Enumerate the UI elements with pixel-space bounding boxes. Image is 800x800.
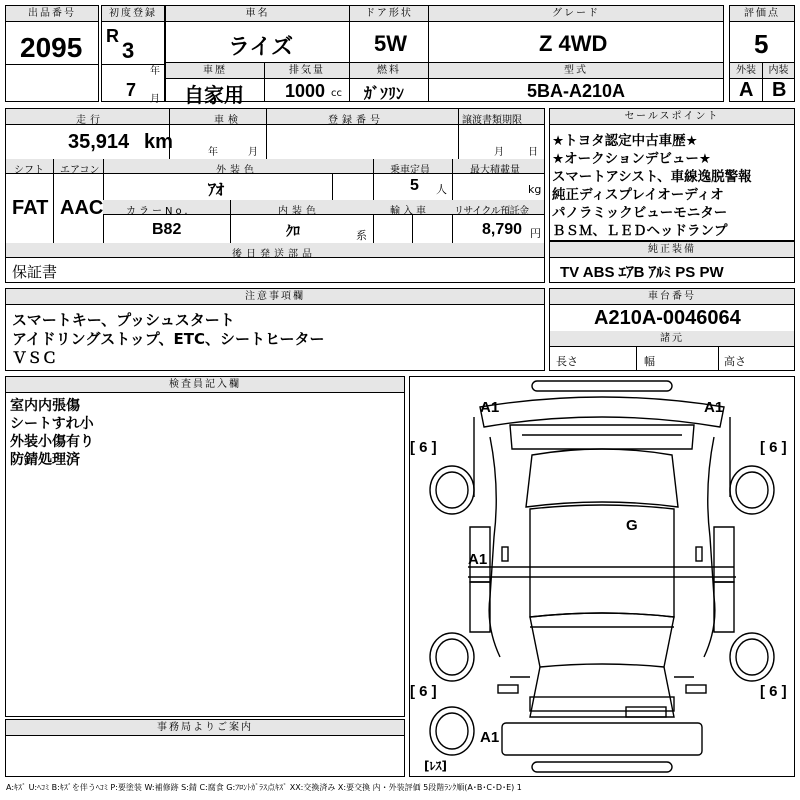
equipment-items: TV ABS ｴｱB ｱﾙﾐ PS PW xyxy=(560,264,724,281)
damage-6-front-left: [ 6 ] xyxy=(410,439,437,456)
sales-line: ★オークションデビュー★ xyxy=(552,151,711,167)
car-name-box xyxy=(165,5,350,63)
displacement-label: 排気量 xyxy=(265,63,349,79)
intcolor: ｸﾛ xyxy=(286,223,300,239)
inspection-month-unit: 月 xyxy=(248,147,258,158)
length-label: 長さ xyxy=(556,355,578,368)
interior-grade: B xyxy=(772,79,787,101)
score-label: 評価点 xyxy=(730,6,794,22)
maxload-label: 最大積載量 xyxy=(470,165,520,176)
sales-line: パノラミックビューモニター xyxy=(552,205,728,221)
office-box xyxy=(5,719,405,777)
color: ｱｵ xyxy=(208,182,225,199)
damage-a1-rear: A1 xyxy=(480,729,500,746)
inspector-label: 検査員記入欄 xyxy=(6,377,404,393)
model: 5BA-A210A xyxy=(527,81,626,101)
sales-line: 純正ディスプレイオーディオ xyxy=(552,187,724,203)
ac-label: エアコン xyxy=(60,165,100,176)
grille xyxy=(510,425,694,449)
inspection-year-unit: 年 xyxy=(208,147,218,158)
shift: FAT xyxy=(12,197,49,219)
maxload-unit: kg xyxy=(528,183,542,196)
colorno: B82 xyxy=(152,221,182,238)
displacement: 1000 xyxy=(285,81,326,101)
lot-number: 2095 xyxy=(20,32,83,63)
equipment-label: 純正装備 xyxy=(550,242,794,258)
equipment-box xyxy=(549,241,795,283)
capacity-unit: 人 xyxy=(436,183,447,196)
colorno-label: カラーNo. xyxy=(126,206,191,217)
sales-point-label: セールスポイント xyxy=(550,109,794,125)
model-label: 型式 xyxy=(429,63,723,79)
capacity-label: 乗車定員 xyxy=(390,165,430,176)
notes-line: ＶＳＣ xyxy=(12,349,58,367)
exterior-label: 外装 xyxy=(730,63,762,79)
exterior-box xyxy=(729,62,763,102)
grade: Z 4WD xyxy=(539,31,608,56)
lot-number-label: 出品番号 xyxy=(6,6,98,22)
damage-a1-side: A1 xyxy=(468,551,488,568)
grade-box xyxy=(428,5,724,63)
door-label: ドア形状 xyxy=(350,6,428,22)
mileage: 35,914 xyxy=(68,131,130,153)
office-label: 事務局よりご案内 xyxy=(6,720,404,736)
rear-panel xyxy=(502,723,702,755)
year-unit: 年 xyxy=(150,66,160,77)
roof xyxy=(530,505,674,617)
damage-6-rear-left: [ 6 ] xyxy=(410,683,437,700)
inspector-line: シートすれ小 xyxy=(10,416,94,432)
fuel-box xyxy=(349,62,429,102)
exterior-grade: A xyxy=(739,79,754,101)
inspector-line: 室内内張傷 xyxy=(10,398,80,414)
history-box xyxy=(165,62,265,107)
later-parts: 保証書 xyxy=(12,263,58,281)
intcolor-label: 内装色 xyxy=(278,206,320,217)
import-label: 輸入車 xyxy=(390,206,429,217)
first-registration-box xyxy=(101,5,165,105)
spec-label: 諸元 xyxy=(550,331,794,347)
chassis-label: 車台番号 xyxy=(550,289,794,305)
car-diagram-box xyxy=(409,376,795,777)
inspector-box xyxy=(5,376,405,717)
sales-line: ★トヨタ認定中古車歴★ xyxy=(552,133,698,149)
inspector-line: 外装小傷有り xyxy=(10,434,94,450)
notes-line: スマートキー、プッシュスタート xyxy=(12,311,235,329)
inspector-line: 防錆処理済 xyxy=(10,452,80,468)
sales-line: ＢＳＭ、ＬＥＤヘッドランプ xyxy=(552,223,728,239)
interior-label: 内装 xyxy=(763,63,794,79)
chassis-box xyxy=(549,288,795,371)
mileage-unit: km xyxy=(144,131,173,153)
spare-less-label: [ﾚｽ] xyxy=(424,759,447,773)
color-label: 外装色 xyxy=(216,165,258,176)
front-bumper xyxy=(532,381,672,391)
trunk xyxy=(530,667,674,717)
door-box xyxy=(349,5,429,63)
rear-bumper xyxy=(532,762,672,772)
car-outline-diagram xyxy=(410,377,794,776)
recycle-label: リサイクル預託金 xyxy=(454,206,529,217)
damage-a1-front-left: A1 xyxy=(480,399,500,416)
width-label: 幅 xyxy=(644,355,655,368)
notes-label: 注意事項欄 xyxy=(6,289,544,305)
damage-legend: A:ｷｽﾞ U:ﾍｺﾐ B:ｷｽﾞを伴うﾍｺﾐ P:要塗装 W:補修跡 S:錆 C:腐食 G:ﾌﾛﾝﾄｶﾞﾗｽ点ｷｽﾞ XX:交換済み X:要交換 内・外装評価 5段階ﾗﾝｸ順(A･B･C･D･E) 1 xyxy=(6,783,522,792)
hood-front xyxy=(480,397,724,427)
sales-line: スマートアシスト、車線逸脱警報 xyxy=(552,169,752,185)
registration-year: 3 xyxy=(122,38,135,63)
door-type: 5W xyxy=(374,31,407,56)
shift-label: シフト xyxy=(14,165,44,176)
windshield xyxy=(526,449,678,507)
car-name-label: 車名 xyxy=(166,6,349,22)
score: 5 xyxy=(754,29,769,59)
car-name: ライズ xyxy=(228,34,294,59)
mileage-label: 走行 xyxy=(76,115,104,126)
history: 自家用 xyxy=(184,85,244,107)
sales-point-box xyxy=(549,108,795,241)
transfer-day-unit: 日 xyxy=(528,147,538,158)
history-label: 車歴 xyxy=(166,63,264,79)
details-box xyxy=(5,108,545,283)
intcolor-unit: 系 xyxy=(356,229,367,242)
displacement-unit: cc xyxy=(331,88,342,99)
fuel: ｶﾞｿﾘﾝ xyxy=(364,86,405,103)
interior-box xyxy=(762,62,795,102)
chassis-number: A210A-0046064 xyxy=(594,307,741,329)
notes-box xyxy=(5,288,545,371)
recycle: 8,790 xyxy=(482,221,523,238)
capacity: 5 xyxy=(410,177,419,194)
regno-label: 登録番号 xyxy=(328,115,384,126)
registration-month: 7 xyxy=(126,80,137,100)
inspection-label: 車検 xyxy=(214,115,242,126)
first-registration-label: 初度登録 xyxy=(102,6,164,22)
model-box xyxy=(428,62,724,102)
era: R xyxy=(106,26,119,46)
grade-label: グレード xyxy=(429,6,723,22)
recycle-unit: 円 xyxy=(530,227,541,240)
fuel-label: 燃料 xyxy=(350,63,428,79)
later-label: 後日発送部品 xyxy=(232,249,316,260)
month-unit: 月 xyxy=(150,94,160,105)
ac: AAC xyxy=(60,197,104,219)
transfer-label: 譲渡書類期限 xyxy=(462,115,522,126)
score-box xyxy=(729,5,795,63)
damage-a1-front-right: A1 xyxy=(704,399,724,416)
height-label: 高さ xyxy=(724,355,746,368)
lot-number-box xyxy=(5,5,99,102)
rear-glass xyxy=(530,613,674,667)
notes-line: アイドリングストップ、ETC、シートヒーター xyxy=(12,330,325,348)
displacement-box xyxy=(264,62,350,102)
damage-6-front-right: [ 6 ] xyxy=(760,439,787,456)
transfer-month-unit: 月 xyxy=(494,147,504,158)
damage-6-rear-right: [ 6 ] xyxy=(760,683,787,700)
damage-g-windshield: G xyxy=(626,517,638,534)
